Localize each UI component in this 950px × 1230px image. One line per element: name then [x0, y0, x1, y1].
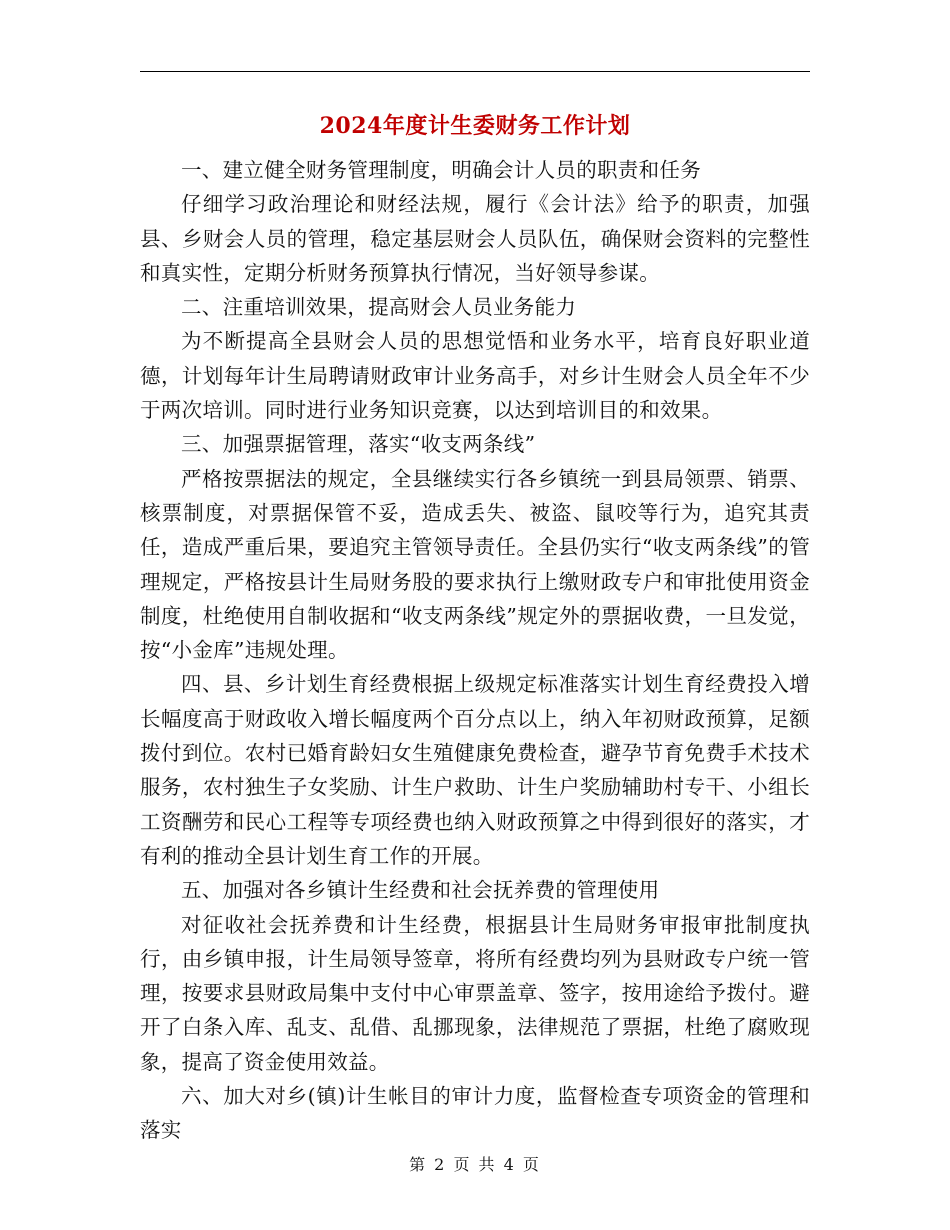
document-body: [140, 153, 810, 1148]
section-heading-5: 五、加强对各乡镇计生经费和社会抚养费的管理使用: [181, 878, 660, 903]
paragraph-1: 仔细学习政治理论和财经法规，履行《会计法》给予的职责，加强县、乡财会人员的管理，稳定基层财会人员队伍，确保财会资料的完整性和真实性，定期分析财务预算执行情况，当好领导参谋。: [140, 192, 810, 285]
paragraph-5: 对征收社会抚养费和计生经费，根据县计生局财务审报审批制度执行，由乡镇申报，计生局领导签章，将所有经费均列为县财政专户统一管理，按要求县财政局集中支付中心审票盖章、签字，按用途给予拨付。避开了白条入库、乱支、乱借、乱挪现象，法律规范了票据，杜绝了腐败现象，提高了资金使用效益。: [140, 912, 810, 1074]
document-title: 2024年度计生委财务工作计划: [319, 113, 631, 139]
header-rule: [140, 71, 810, 72]
section-heading-1: 一、建立健全财务管理制度，明确会计人员的职责和任务: [181, 158, 701, 182]
paragraph-2: 为不断提高全县财会人员的思想觉悟和业务水平，培育良好职业道德，计划每年计生局聘请财政审计业务高手，对乡计生财会人员全年不少于两次培训。同时进行业务知识竞赛，以达到培训目的和效果。: [140, 329, 810, 423]
paragraph-3: 严格按票据法的规定，全县继续实行各乡镇统一到县局领票、销票、核票制度，对票据保管不妥，造成丢失、被盗、鼠咬等行为，追究其责任，造成严重后果，要追究主管领导责任。全县仍实行“收支两条线”的管理规定，严格按县计生局财务股的要求执行上缴财政专户和审批使用资金制度，杜绝使用自制收据和“收支两条线”规定外的票据收费，一旦发觉，按“小金库”违规处理。: [140, 466, 810, 663]
section-heading-6: 六、加大对乡(镇)计生帐目的审计力度，监督检查专项资金的管理和落实: [140, 1084, 810, 1143]
paragraph-4: 四、县、乡计划生育经费根据上级规定标准落实计划生育经费投入增长幅度高于财政收入增长幅度两个百分点以上，纳入年初财政预算，足额拨付到位。农村已婚育龄妇女生殖健康免费检查，避孕节育免费手术技术服务，农村独生子女奖励、计生户救助、计生户奖励辅助村专干、小组长工资酬劳和民心工程等专项经费也纳入财政预算之中得到很好的落实，才有利的推动全县计划生育工作的开展。: [140, 672, 810, 868]
page-footer: 第 2 页 共 4 页: [409, 1155, 541, 1174]
section-heading-3: 三、加强票据管理，落实“收支两条线”: [181, 432, 536, 457]
section-heading-2: 二、注重培训效果，提高财会人员业务能力: [181, 295, 577, 320]
